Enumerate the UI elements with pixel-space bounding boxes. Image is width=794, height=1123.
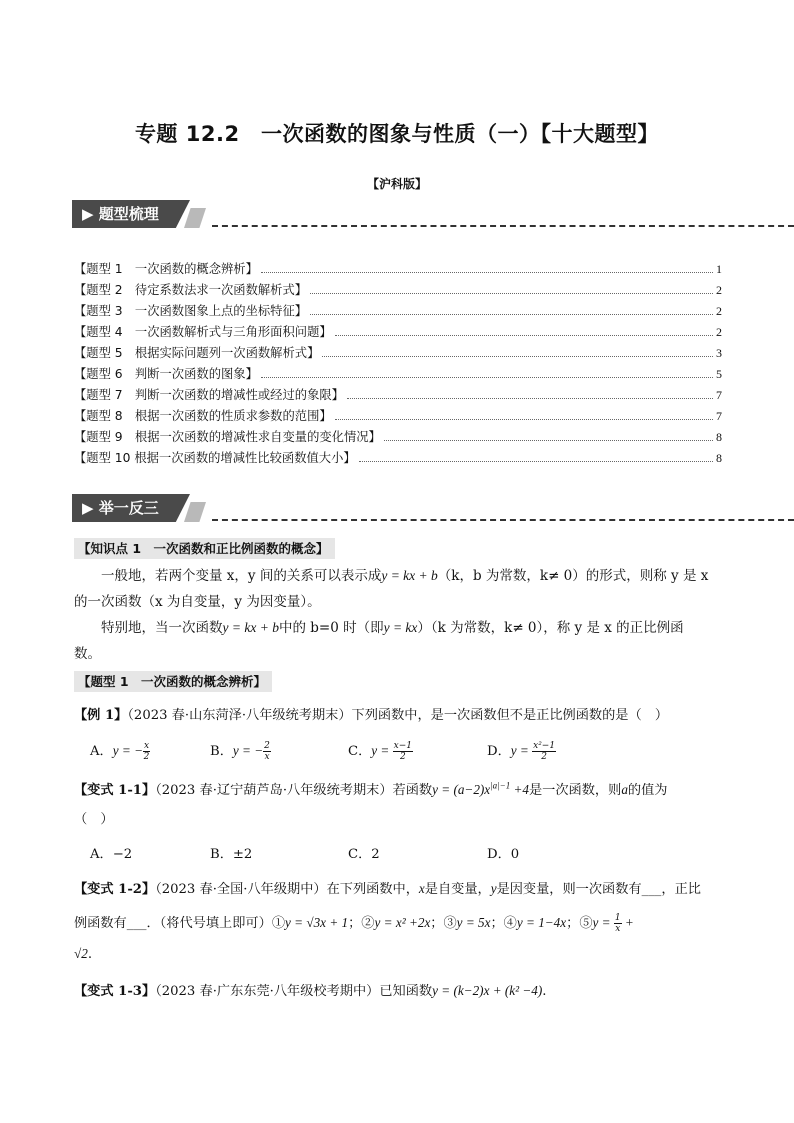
toc-page: 2: [716, 283, 722, 297]
toc-item[interactable]: [74, 256, 722, 277]
option-letter: D．: [487, 744, 511, 759]
play-icon: ▶: [82, 205, 99, 223]
question-text: 是因变量，则一次函数有___，正比: [496, 882, 701, 897]
formula: y =: [371, 743, 393, 758]
text: 特别地，当一次函数: [101, 620, 223, 636]
banner-accent: [184, 502, 206, 522]
variant-1-2-line3: [74, 946, 92, 962]
option-d[interactable]: D．0: [487, 847, 520, 862]
question-text: 是自变量，: [424, 882, 491, 897]
option-letter: B．: [210, 744, 233, 759]
toc-page: 7: [716, 388, 722, 402]
formula: y = −: [232, 743, 264, 758]
page-title: 专题 12.2 一次函数的图象与性质（一）【十大题型】: [134, 122, 660, 146]
denominator: 2: [541, 752, 547, 762]
text: 的一次函数（x 为自变量，y 为因变量）。: [74, 594, 321, 610]
toc-label: 【题型 6 判断一次函数的图象】: [74, 367, 258, 381]
formula: y =: [592, 915, 614, 930]
separator: ；②: [348, 916, 375, 931]
toc-label: 【题型 7 判断一次函数的增减性或经过的象限】: [74, 388, 344, 402]
formula: y = 1−4x: [516, 915, 567, 930]
numerator: 2: [264, 741, 270, 751]
formula: y = √3x + 1: [285, 915, 349, 930]
banner-label: [82, 497, 159, 518]
option-c[interactable]: [348, 740, 413, 762]
variant-1-2-line2: [74, 912, 634, 934]
question-text: 例函数有___．（将代号填上即可）: [74, 916, 272, 931]
leader-dots: [310, 293, 713, 294]
leader-dots: [347, 398, 713, 399]
option-d[interactable]: [487, 740, 556, 762]
variant-1-2: [74, 878, 701, 897]
toc-label: 【题型 1 一次函数的概念辨析】: [74, 262, 258, 276]
toc-item[interactable]: [74, 340, 722, 361]
variant-1-1: [74, 779, 667, 798]
toc-page: 7: [716, 409, 722, 423]
toc-label: 【题型 9 根据一次函数的增减性求自变量的变化情况】: [74, 430, 381, 444]
text: （k，b 为常数，k≠ 0）的形式，则称 y 是 x: [437, 568, 709, 584]
variable: x: [418, 881, 425, 896]
formula: y = (a−2)x: [432, 782, 491, 797]
formula: √2: [74, 946, 88, 961]
toc-page: 5: [716, 367, 722, 381]
formula: +4: [510, 782, 529, 797]
variable: y: [490, 881, 497, 896]
play-icon: ▶: [82, 499, 99, 517]
dashed-divider: [212, 225, 794, 227]
example-1: [74, 704, 668, 723]
formula: y = kx: [383, 620, 418, 635]
banner-accent: [184, 208, 206, 228]
section-banner-practice: [72, 494, 794, 524]
toc-label: 【题型 10 根据一次函数的增减性比较函数值大小】: [74, 451, 356, 465]
leader-dots: [359, 461, 713, 462]
toc-label: 【题型 5 根据实际问题列一次函数解析式】: [74, 346, 320, 360]
toc-page: 1: [716, 262, 722, 276]
numerator: x²−1: [533, 741, 556, 751]
option-letter: C．: [348, 744, 372, 759]
toc-item[interactable]: [74, 445, 722, 466]
separator: ；⑤: [566, 916, 593, 931]
leader-dots: [310, 314, 713, 315]
type1-heading: 【题型 1 一次函数的概念辨析】: [74, 671, 272, 692]
toc-page: 2: [716, 304, 722, 318]
knowledge-paragraph-1: [74, 563, 724, 615]
option-a[interactable]: [90, 740, 150, 762]
edition-label: 【沪科版】: [366, 177, 427, 191]
formula: y = (k−2)x + (k² −4): [432, 983, 543, 998]
denominator: x: [264, 752, 270, 762]
punctuation: .: [87, 947, 93, 962]
toc-label: 【题型 2 待定系数法求一次函数解析式】: [74, 283, 308, 297]
denominator: 2: [143, 752, 150, 762]
banner-text: 题型梳理: [98, 205, 159, 223]
section-banner-toc: [72, 200, 794, 230]
formula: y = 5x: [456, 915, 491, 930]
text: 中的 b=0 时（即: [278, 620, 384, 636]
exponent: |a|−1: [490, 780, 511, 791]
separator: ；③: [430, 916, 457, 931]
leader-dots: [335, 419, 713, 420]
toc-item[interactable]: [74, 277, 722, 298]
option-c[interactable]: C．2: [348, 847, 380, 862]
question-text: （2023 春·山东菏泽·八年级统考期末）下列函数中，是一次函数但不是正比例函数的是（ ）: [127, 708, 669, 723]
option-b[interactable]: [210, 740, 271, 762]
leader-dots: [384, 440, 713, 441]
question-text: （2023 春·辽宁葫芦岛·八年级统考期末）若函数: [155, 783, 433, 798]
variant-tag: 【变式 1-1】: [74, 783, 156, 798]
text: ）（k 为常数，k≠ 0），称 y 是 x 的正比例函: [417, 620, 684, 636]
variant-tag: 【变式 1-3】: [74, 984, 156, 999]
toc-page: 8: [716, 451, 722, 465]
toc-item[interactable]: [74, 361, 722, 382]
toc-label: 【题型 8 根据一次函数的性质求参数的范围】: [74, 409, 332, 423]
question-text: （2023 春·广东东莞·八年级校考期中）已知函数: [155, 984, 433, 999]
question-text: 是一次函数，则: [529, 783, 622, 798]
formula: y = −: [112, 743, 143, 758]
toc-label: 【题型 4 一次函数解析式与三角形面积问题】: [74, 325, 332, 339]
leader-dots: [261, 377, 713, 378]
leader-dots: [335, 335, 713, 336]
formula: y = kx + b: [381, 568, 438, 583]
toc-page: 3: [716, 346, 722, 360]
answer-paren: （ ）: [74, 812, 114, 827]
variable: a: [621, 782, 628, 797]
option-b[interactable]: B．±2: [210, 847, 253, 862]
dashed-divider: [212, 519, 794, 521]
question-text: （2023 春·全国·八年级期中）在下列函数中，: [155, 882, 419, 897]
option-a[interactable]: A．−2: [90, 847, 133, 862]
formula: +: [621, 915, 634, 930]
toc-label: 【题型 3 一次函数图象上点的坐标特征】: [74, 304, 308, 318]
example-tag: 【例 1】: [74, 708, 128, 723]
denominator: x: [615, 924, 621, 934]
banner-label: [82, 203, 159, 224]
leader-dots: [261, 272, 713, 273]
banner-text: 举一反三: [98, 499, 159, 517]
text: 数。: [74, 646, 101, 662]
toc-page: 2: [716, 325, 722, 339]
formula: y =: [510, 743, 533, 758]
variant-1-3: [74, 980, 547, 999]
text: 一般地，若两个变量 x，y 间的关系可以表示成: [101, 568, 382, 584]
option-letter: A．: [90, 744, 113, 759]
numerator: x: [143, 741, 150, 751]
item-marker: ①: [271, 916, 285, 931]
leader-dots: [322, 356, 713, 357]
knowledge-paragraph-2: [74, 615, 724, 667]
question-text: 的值为: [627, 783, 668, 798]
formula: y = x² +2x: [374, 915, 431, 930]
variant-tag: 【变式 1-2】: [74, 882, 156, 897]
numerator: x−1: [393, 741, 412, 751]
punctuation: .: [542, 984, 547, 999]
toc-item[interactable]: [74, 319, 722, 340]
formula: y = kx + b: [222, 620, 279, 635]
toc-item[interactable]: [74, 382, 722, 403]
toc-page: 8: [716, 430, 722, 444]
knowledge-heading: 【知识点 1 一次函数和正比例函数的概念】: [74, 538, 335, 559]
toc-item[interactable]: [74, 298, 722, 319]
toc-item[interactable]: [74, 424, 722, 445]
toc-item[interactable]: [74, 403, 722, 424]
separator: ；④: [490, 916, 517, 931]
numerator: 1: [614, 913, 621, 923]
denominator: 2: [399, 752, 406, 762]
